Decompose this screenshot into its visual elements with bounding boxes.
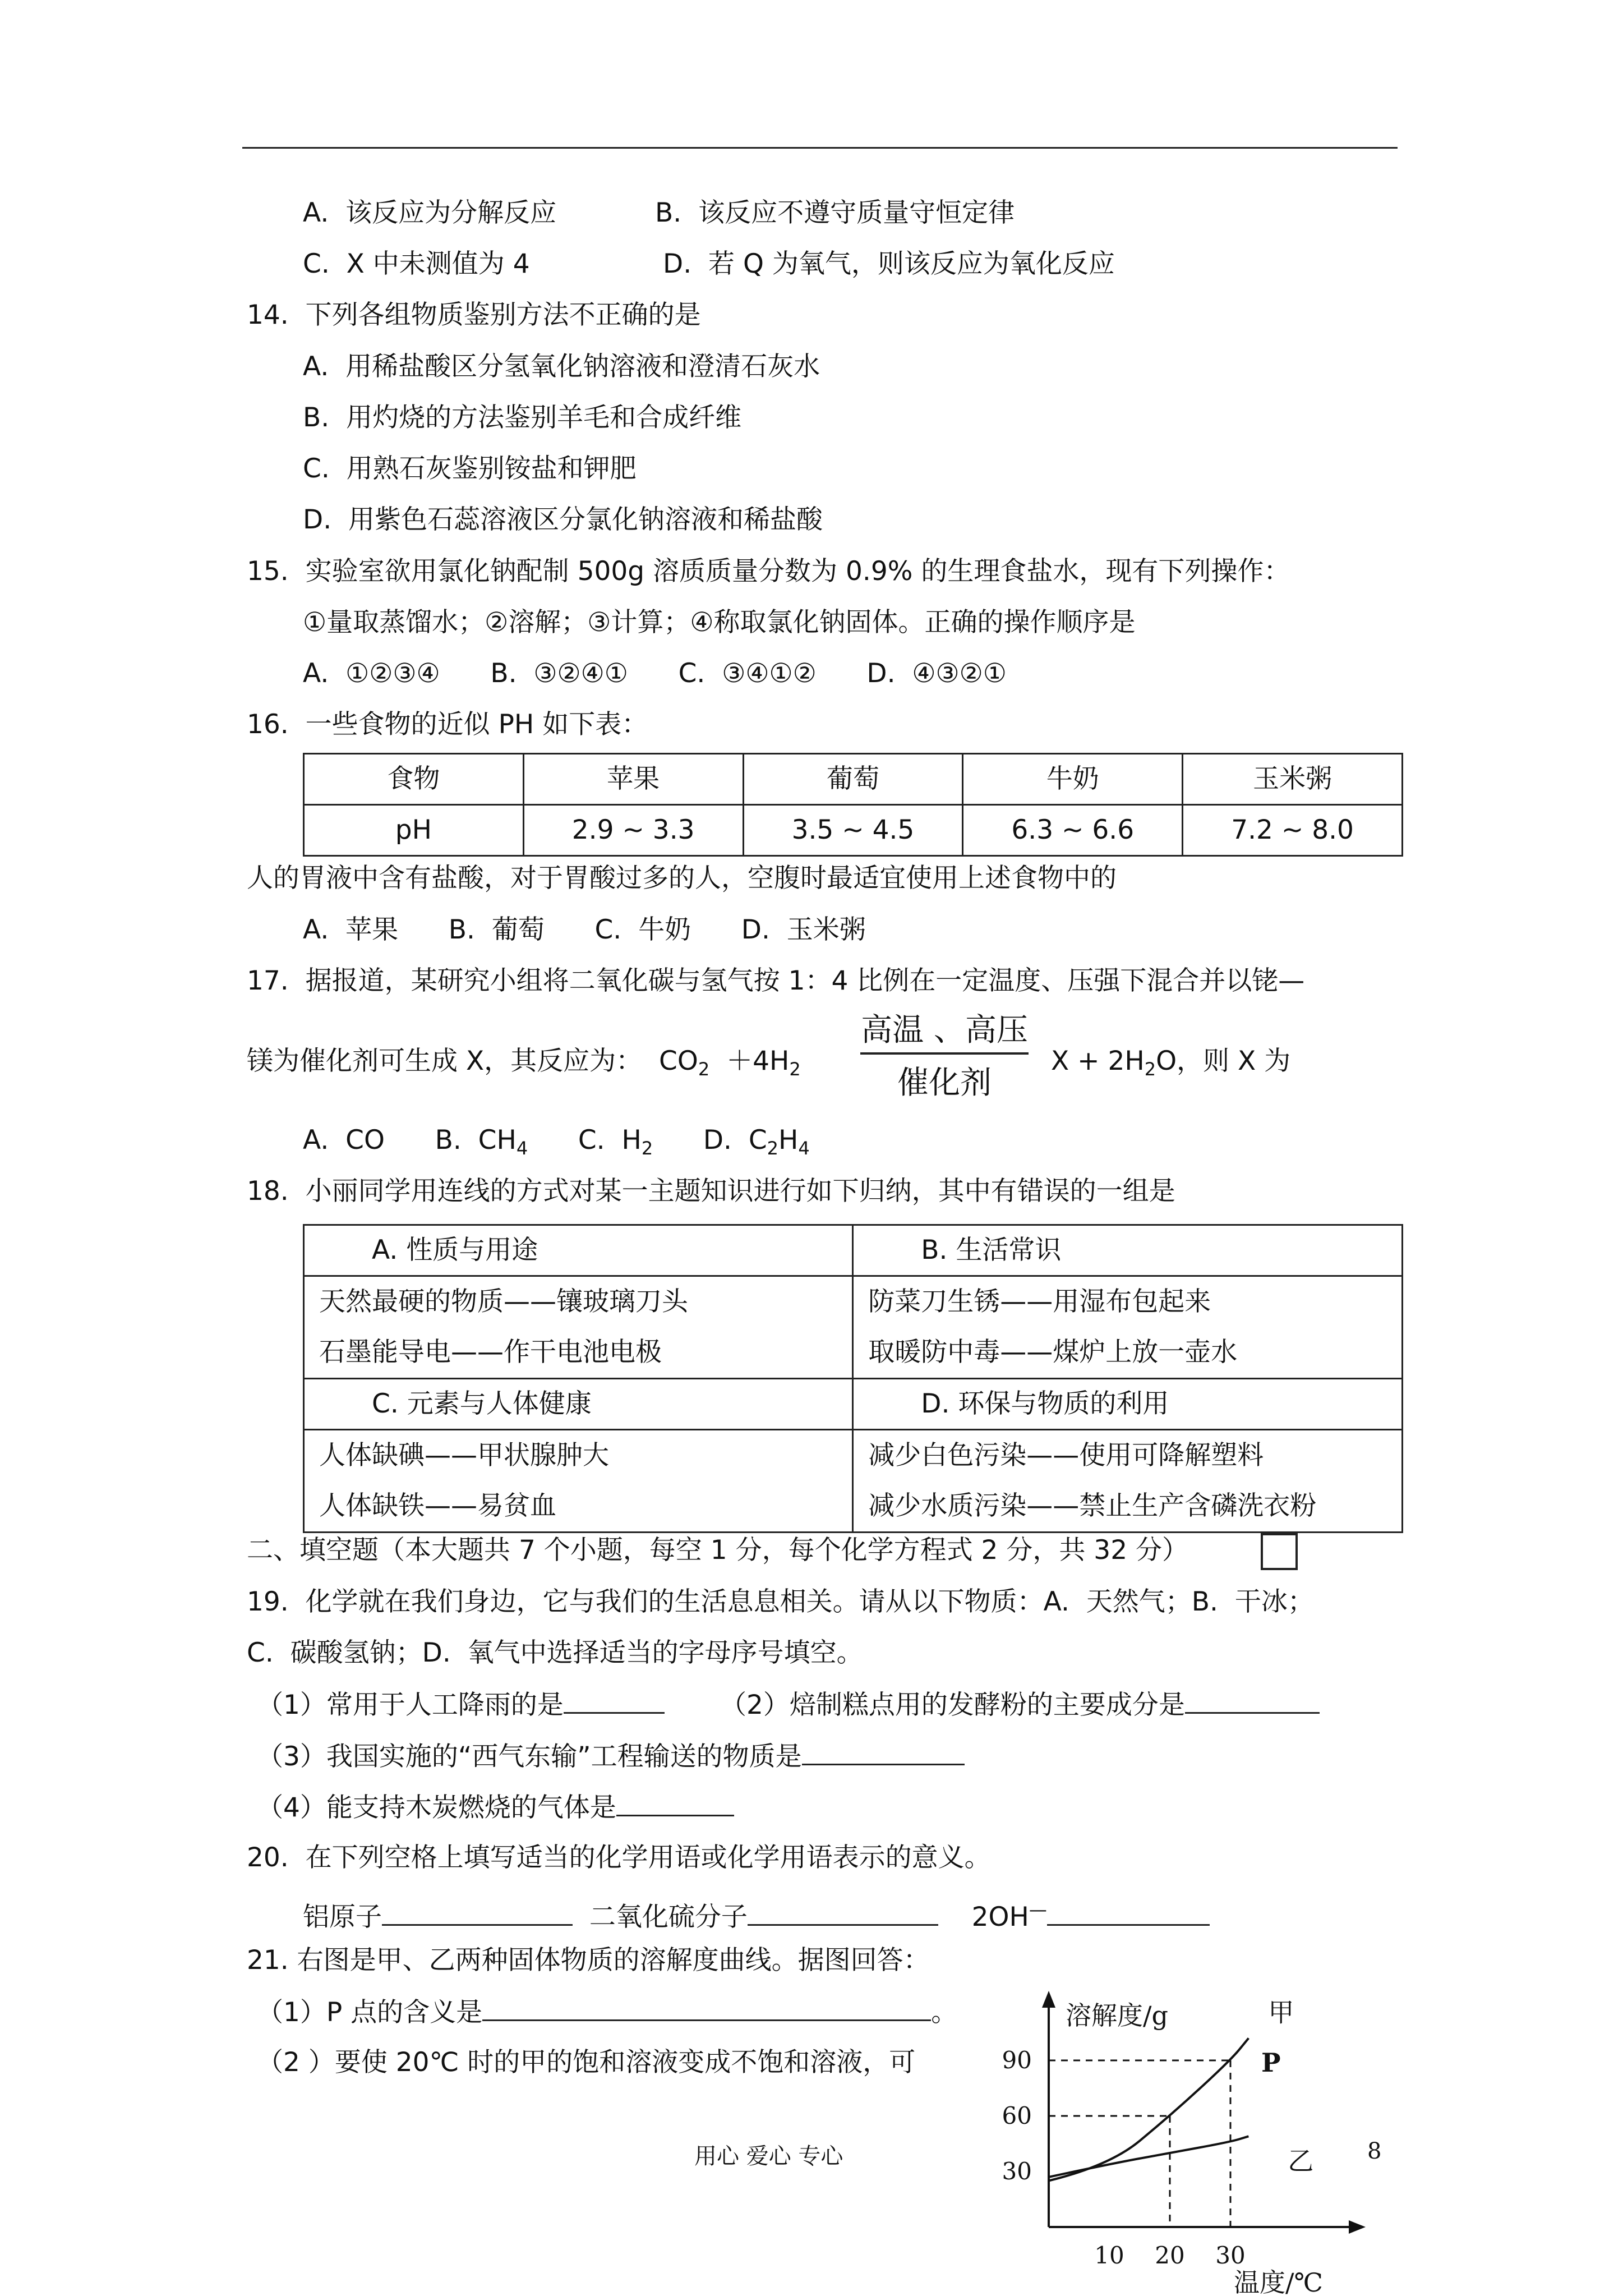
q17-option-a[interactable]: A. CO [303, 1125, 385, 1156]
q14-option-d[interactable]: D. 用紫色石蕊溶液区分氯化钠溶液和稀盐酸 [303, 504, 823, 535]
q16-options[interactable]: A. 苹果 B. 葡萄 C. 牛奶 D. 玉米粥 [303, 914, 866, 945]
q21-part2: （2 ）要使 20℃ 时的甲的饱和溶液变成不饱和溶液，可 [257, 2047, 916, 2078]
q17-option-c-text: C. H [578, 1125, 642, 1156]
q14-stem: 14. 下列各组物质鉴别方法不正确的是 [247, 300, 701, 330]
footer-motto: 用心 爱心 专心 [694, 2143, 843, 2169]
q14-option-c[interactable]: C. 用熟石灰鉴别铵盐和钾肥 [303, 453, 637, 484]
x-tick-label: 20 [1155, 2242, 1185, 2269]
table-row [304, 754, 1403, 805]
series-line-yi [1049, 2136, 1248, 2177]
co2-text: CO [659, 1046, 698, 1076]
q21-part1-text: （1）P 点的含义是 [257, 1997, 483, 2028]
q13-option-b[interactable]: B. 该反应不遵守质量守恒定律 [655, 197, 1015, 228]
h2-subscript: 2 [789, 1059, 801, 1080]
table-cell: pH [304, 805, 524, 856]
q19-line2: C. 碳酸氢钠；D. 氧气中选择适当的字母序号填空。 [247, 1637, 863, 1668]
q18-group-a-title: A. 性质与用途 [304, 1225, 853, 1276]
q15-steps: ①量取蒸馏水；②溶解；③计算；④称取氯化钠固体。正确的操作顺序是 [303, 607, 1136, 638]
table-row [304, 1225, 1403, 1276]
x-axis-label: 温度/℃ [1234, 2267, 1323, 2296]
q20-stem: 20. 在下列空格上填写适当的化学用语或化学用语表示的意义。 [247, 1842, 991, 1873]
q17-option-d[interactable] [703, 1125, 810, 1159]
q18-table [303, 1224, 1403, 1533]
table-cell: 6.3 ~ 6.6 [963, 805, 1183, 856]
q13-option-a[interactable]: A. 该反应为分解反应 [303, 197, 557, 228]
reaction-condition-top: 高温 、高压 [861, 1012, 1028, 1048]
q19-part1-text: （1）常用于人工降雨的是 [257, 1690, 564, 1720]
q19-part4-text: （4）能支持木炭燃烧的气体是 [257, 1792, 616, 1823]
q19-part2 [720, 1687, 1320, 1722]
q14-option-b[interactable]: B. 用灼烧的方法鉴别羊毛和合成纤维 [303, 402, 742, 433]
q19-part3-text: （3）我国实施的“西气东输”工程输送的物质是 [257, 1741, 802, 1772]
q18-group-b-title: B. 生活常识 [853, 1225, 1403, 1276]
q17-option-c[interactable] [578, 1125, 653, 1159]
q18-group-a-content [304, 1276, 853, 1379]
q17-option-d-text: D. C [703, 1125, 767, 1156]
q17-option-d-sub2: 4 [798, 1138, 810, 1159]
q18-a-line2: 石墨能导电——作干电池电极 [319, 1337, 662, 1368]
y-tick-label: 90 [1002, 2046, 1032, 2074]
answer-blank[interactable] [482, 1995, 931, 2021]
q17-option-d-sub1: 2 [767, 1138, 779, 1159]
q18-a-line1: 天然最硬的物质——镶玻璃刀头 [319, 1286, 688, 1317]
answer-blank[interactable] [748, 1899, 938, 1926]
q20-answers [303, 1893, 1210, 1934]
score-box[interactable] [1261, 1533, 1298, 1570]
answer-blank[interactable] [802, 1739, 965, 1765]
product-tail: O，则 X 为 [1156, 1046, 1291, 1076]
q17-products [1051, 1045, 1290, 1086]
q16-question: 人的胃液中含有盐酸，对于胃酸过多的人，空腹时最适宜使用上述食物中的 [247, 863, 1117, 894]
table-header-cell: 食物 [304, 754, 524, 805]
table-row [304, 805, 1403, 856]
y-tick-label: 60 [1002, 2102, 1032, 2129]
q21-part1-end: 。 [931, 1997, 958, 2028]
q18-group-c-content [304, 1430, 853, 1533]
q20-so2-label: 二氧化硫分子 [589, 1902, 748, 1932]
q18-group-b-content [853, 1276, 1403, 1379]
answer-blank[interactable] [616, 1790, 734, 1816]
q21-part1 [257, 1995, 957, 2030]
answer-blank[interactable] [1185, 1687, 1320, 1714]
q17-option-d-mid: H [778, 1125, 799, 1156]
q17-option-b[interactable] [435, 1125, 528, 1159]
q15-options[interactable]: A. ①②③④ B. ③②④① C. ③④①② D. ④③②① [303, 658, 1007, 689]
x-axis-arrow [1349, 2220, 1366, 2234]
q21-stem: 21. 右图是甲、乙两种固体物质的溶解度曲线。据图回答： [247, 1945, 930, 1976]
q18-c-line1: 人体缺碘——甲状腺肿大 [319, 1440, 609, 1471]
table-row [304, 1430, 1403, 1533]
ph-table [303, 753, 1403, 857]
q19-part4 [257, 1790, 734, 1825]
answer-blank[interactable] [1047, 1899, 1210, 1926]
table-header-cell: 葡萄 [743, 754, 963, 805]
section-title: 二、填空题（本大题共 7 个小题，每空 1 分，每个化学方程式 2 分，共 32 分） [247, 1535, 1189, 1566]
product-text: X + 2H [1051, 1046, 1145, 1076]
q19-stem: 19. 化学就在我们身边，它与我们的生活息息相关。请从以下物质：A. 天然气；B. 干冰； [247, 1586, 1314, 1617]
table-cell: 3.5 ~ 4.5 [743, 805, 963, 856]
q17-options[interactable] [303, 1124, 810, 1165]
q18-stem: 18. 小丽同学用连线的方式对某一主题知识进行如下归纳，其中有错误的一组是 [247, 1176, 1175, 1207]
point-p-label: P [1261, 2047, 1281, 2078]
q18-group-d-content [853, 1430, 1403, 1533]
y-tick-label: 30 [1002, 2157, 1032, 2185]
q19-part2-text: （2）焙制糕点用的发酵粉的主要成分是 [720, 1690, 1185, 1720]
q18-b-line2: 取暖防中毒——煤炉上放一壶水 [868, 1337, 1238, 1368]
reaction-condition-bottom: 催化剂 [897, 1065, 992, 1101]
x-tick-label: 30 [1215, 2242, 1246, 2269]
h2o-subscript: 2 [1144, 1059, 1156, 1080]
table-header-cell: 苹果 [523, 754, 743, 805]
q14-option-a[interactable]: A. 用稀盐酸区分氢氧化钠溶液和澄清石灰水 [303, 351, 820, 382]
q20-oh-charge: — [1029, 1899, 1047, 1920]
series-label: 甲 [1268, 1997, 1294, 2028]
table-row [304, 1379, 1403, 1430]
q13-option-c[interactable]: C. X 中未测值为 4 [303, 249, 530, 279]
q13-option-d[interactable]: D. 若 Q 为氧气，则该反应为氧化反应 [663, 249, 1115, 279]
reaction-arrow-bar [860, 1052, 1029, 1055]
page-number: 8 [1367, 2138, 1382, 2164]
answer-blank[interactable] [564, 1687, 665, 1714]
co2-formula [659, 1046, 710, 1080]
table-row [304, 1276, 1403, 1379]
table-header-cell: 牛奶 [963, 754, 1183, 805]
q18-d-line2: 减少水质污染——禁止生产含磷洗衣粉 [868, 1490, 1317, 1521]
q17-option-b-text: B. CH [435, 1125, 517, 1156]
q17-option-b-sub: 4 [516, 1138, 528, 1159]
h2-text: ＋4H [726, 1046, 790, 1076]
q18-d-line1: 减少白色污染——使用可降解塑料 [868, 1440, 1264, 1471]
y-axis-arrow [1042, 1991, 1055, 2008]
q19-part3 [257, 1739, 965, 1774]
q17-stem: 17. 据报道，某研究小组将二氧化碳与氢气按 1：4 比例在一定温度、压强下混合并以铑— [247, 965, 1305, 996]
table-cell: 2.9 ~ 3.3 [523, 805, 743, 856]
q17-equation-line [247, 1045, 801, 1086]
q18-b-line1: 防菜刀生锈——用湿布包起来 [868, 1286, 1211, 1317]
q17-option-c-sub: 2 [641, 1138, 653, 1159]
q20-al-label: 铝原子 [303, 1902, 382, 1932]
q16-stem: 16. 一些食物的近似 PH 如下表： [247, 709, 648, 740]
answer-blank[interactable] [382, 1899, 573, 1926]
q20-oh-label: 2OH [971, 1902, 1029, 1932]
table-cell: 7.2 ~ 8.0 [1183, 805, 1403, 856]
q18-group-d-title: D. 环保与物质的利用 [853, 1379, 1403, 1430]
q18-group-c-title: C. 元素与人体健康 [304, 1379, 853, 1430]
series-label: 乙 [1288, 2146, 1314, 2177]
x-tick-label: 10 [1094, 2242, 1124, 2269]
y-axis-label: 溶解度/g [1066, 2000, 1168, 2031]
header-rule [242, 147, 1398, 149]
q19-part1 [257, 1687, 665, 1722]
co2-subscript: 2 [698, 1059, 710, 1080]
q18-c-line2: 人体缺铁——易贫血 [319, 1490, 556, 1521]
q17-prefix: 镁为催化剂可生成 X，其反应为： [247, 1046, 643, 1076]
table-header-cell: 玉米粥 [1183, 754, 1403, 805]
solubility-chart [953, 1941, 1402, 2296]
q15-stem: 15. 实验室欲用氯化钠配制 500g 溶质质量分数为 0.9% 的生理食盐水，现有下列操作： [247, 556, 1290, 587]
